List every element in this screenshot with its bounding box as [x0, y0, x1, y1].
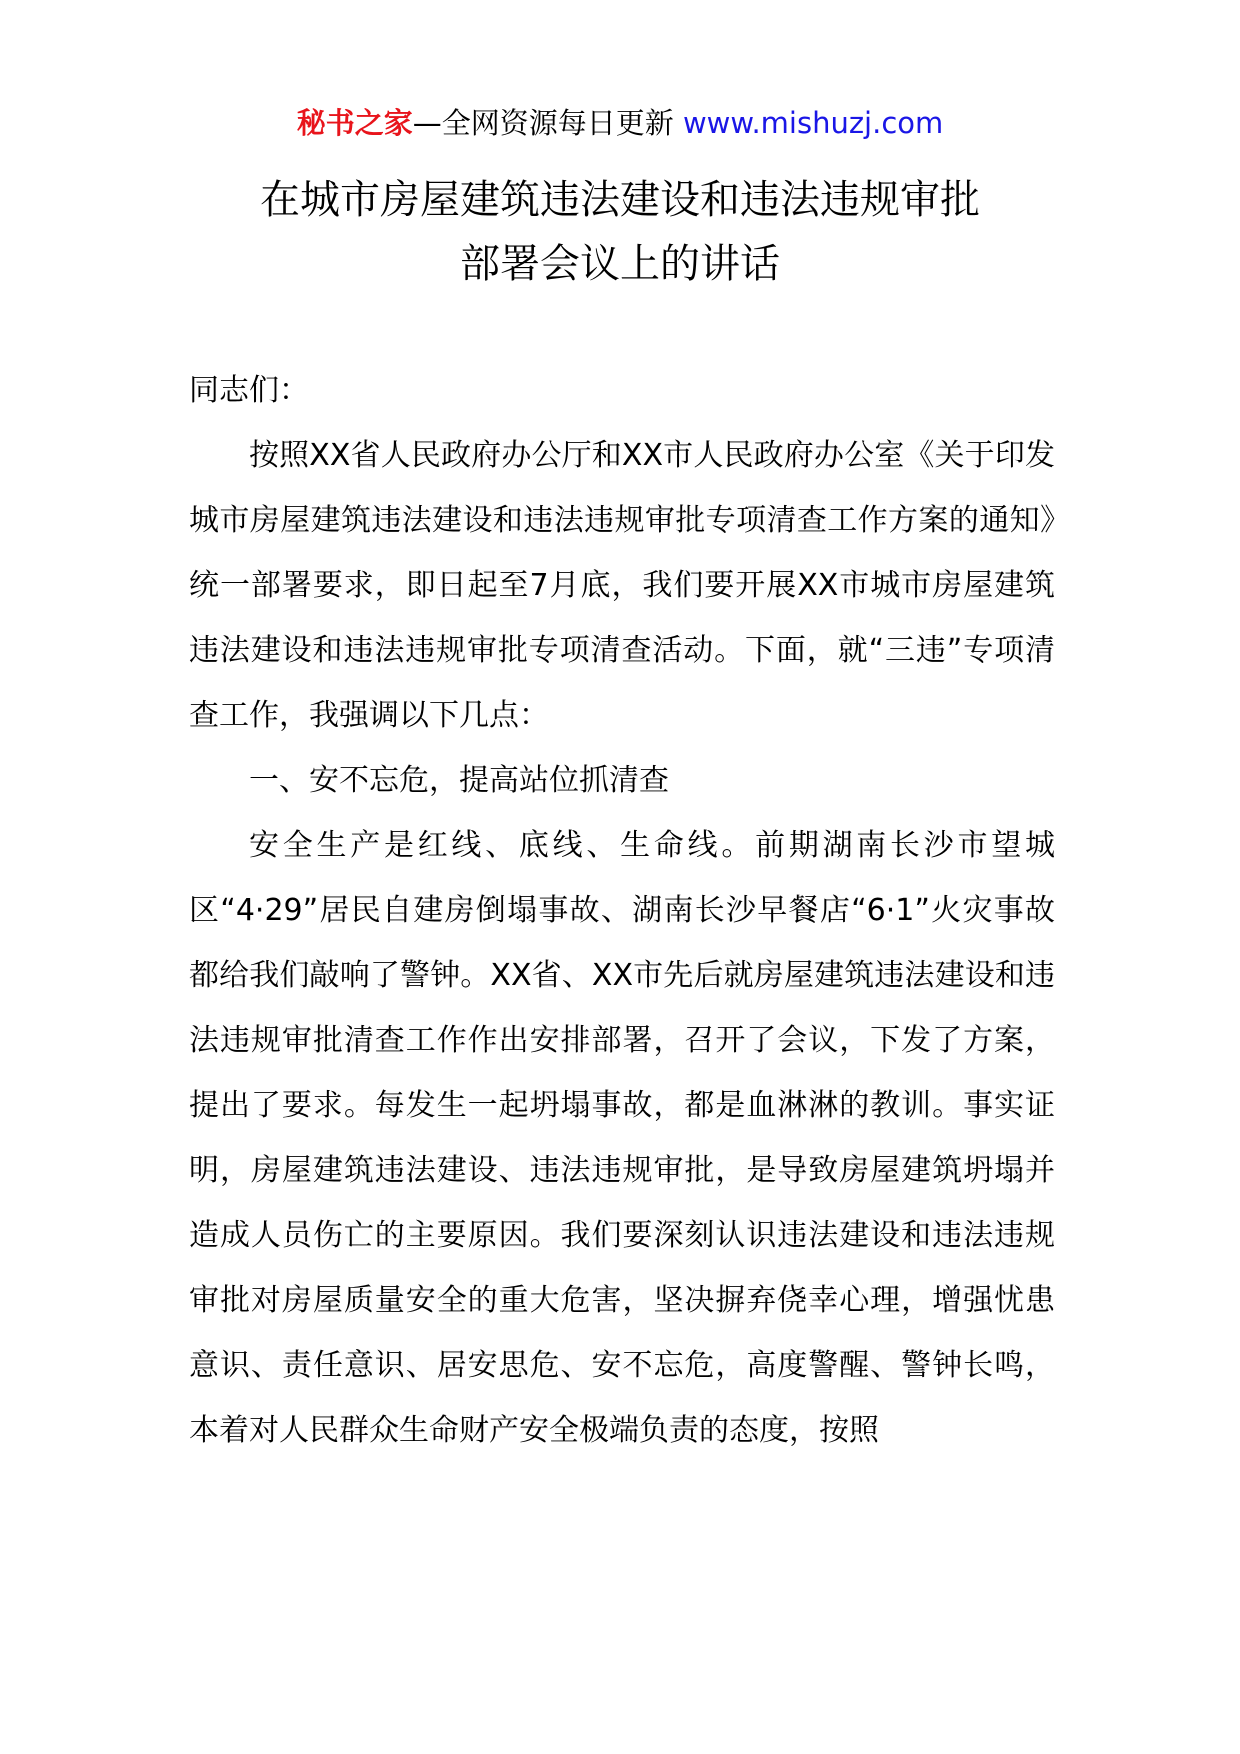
title-line-1: 在城市房屋建筑违法建设和违法违规审批 [260, 177, 980, 223]
header-slogan: —全网资源每日更新 [412, 106, 683, 140]
document-body [189, 358, 1055, 1463]
title-line-2: 部署会议上的讲话 [460, 241, 780, 287]
brand-name: 秘书之家 [296, 106, 413, 140]
site-header [0, 103, 1240, 143]
paragraph-section-1: 安全生产是红线、底线、生命线。前期湖南长沙市望城区“4·29”居民自建房倒塌事故、湖南长沙早餐店“6·1”火灾事故都给我们敲响了警钟。XX省、XX市先后就房屋建筑违法建设和违法违规审批清查工作作出安排部署，召开了会议，下发了方案，提出了要求。每发生一起坍塌事故，都是血淋淋的教训。事实证明，房屋建筑违法建设、违法违规审批，是导致房屋建筑坍塌并造成人员伤亡的主要原因。我们要深刻认识违法建设和违法违规审批对房屋质量安全的重大危害，坚决摒弃侥幸心理，增强忧患意识、责任意识、居安思危、安不忘危，高度警醒、警钟长鸣，本着对人民群众生命财产安全极端负责的态度，按照 [189, 828, 1055, 1448]
salutation: 同志们： [189, 373, 309, 408]
paragraph-intro: 按照XX省人民政府办公厅和XX市人民政府办公室《关于印发城市房屋建筑违法建设和违法违规审批专项清查工作方案的通知》统一部署要求，即日起至7月底，我们要开展XX市城市房屋建筑违法建设和违法违规审批专项清查活动。下面，就“三违”专项清查工作，我强调以下几点： [189, 438, 1055, 733]
site-url-link[interactable]: www.mishuzj.com [682, 106, 944, 140]
section-heading-1: 一、安不忘危，提高站位抓清查 [249, 763, 669, 798]
document-title [0, 168, 1240, 296]
